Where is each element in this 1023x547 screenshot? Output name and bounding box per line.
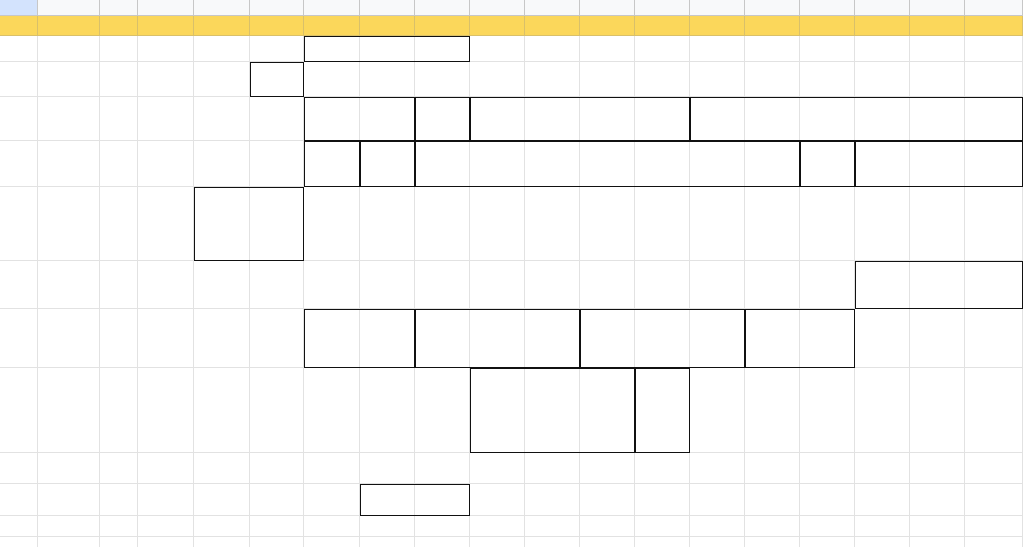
- cell-o-row-15[interactable]: [745, 368, 800, 453]
- cell-p-row-3[interactable]: [800, 62, 855, 97]
- cell-i-row-15[interactable]: [415, 368, 470, 453]
- cell-f-row-19[interactable]: [250, 484, 304, 516]
- cell-a-row-23[interactable]: [0, 537, 38, 547]
- cell-i-row-21[interactable]: [415, 516, 470, 537]
- cell-a-row-1[interactable]: [0, 36, 38, 62]
- cell-h-row-19[interactable]: [360, 484, 415, 516]
- cell-b-row-17[interactable]: [38, 453, 100, 484]
- cell-p-row-9[interactable]: [800, 187, 855, 261]
- header-cell-s[interactable]: [965, 16, 1023, 36]
- cell-m-row-5[interactable]: [635, 97, 690, 141]
- cell-p-row-11[interactable]: [800, 261, 855, 309]
- cell-p-row-17[interactable]: [800, 453, 855, 484]
- cell-f-row-9[interactable]: [250, 187, 304, 261]
- cell-h-row-9[interactable]: [360, 187, 415, 261]
- cell-b-row-5[interactable]: [38, 97, 100, 141]
- cell-m-row-17[interactable]: [635, 453, 690, 484]
- cell-g-row-5[interactable]: [304, 97, 360, 141]
- cell-p-row-7[interactable]: [800, 141, 855, 187]
- column-header-k[interactable]: [525, 0, 580, 16]
- cell-a-row-21[interactable]: [0, 516, 38, 537]
- cell-c-row-5[interactable]: [100, 97, 138, 141]
- cell-b-row-13[interactable]: [38, 309, 100, 368]
- cell-c-row-17[interactable]: [100, 453, 138, 484]
- header-cell-i[interactable]: [415, 16, 470, 36]
- cell-g-row-19[interactable]: [304, 484, 360, 516]
- cell-l-row-1[interactable]: [580, 36, 635, 62]
- cell-m-row-9[interactable]: [635, 187, 690, 261]
- cell-k-row-11[interactable]: [525, 261, 580, 309]
- cell-l-row-19[interactable]: [580, 484, 635, 516]
- cell-d-row-17[interactable]: [138, 453, 194, 484]
- cell-l-row-21[interactable]: [580, 516, 635, 537]
- cell-m-row-23[interactable]: [635, 537, 690, 547]
- cell-c-row-9[interactable]: [100, 187, 138, 261]
- cell-s-row-13[interactable]: [965, 309, 1023, 368]
- cell-m-row-21[interactable]: [635, 516, 690, 537]
- cell-d-row-5[interactable]: [138, 97, 194, 141]
- column-header-d[interactable]: [138, 0, 194, 16]
- cell-p-row-19[interactable]: [800, 484, 855, 516]
- cell-j-row-21[interactable]: [470, 516, 525, 537]
- cell-f-row-3[interactable]: [250, 62, 304, 97]
- cell-f-row-17[interactable]: [250, 453, 304, 484]
- cell-k-row-9[interactable]: [525, 187, 580, 261]
- cell-h-row-7[interactable]: [360, 141, 415, 187]
- column-header-m[interactable]: [635, 0, 690, 16]
- cell-n-row-11[interactable]: [690, 261, 745, 309]
- cell-j-row-17[interactable]: [470, 453, 525, 484]
- cell-h-row-23[interactable]: [360, 537, 415, 547]
- cell-a-row-7[interactable]: [0, 141, 38, 187]
- header-cell-k[interactable]: [525, 16, 580, 36]
- cell-j-row-15[interactable]: [470, 368, 525, 453]
- cell-c-row-11[interactable]: [100, 261, 138, 309]
- cell-g-row-21[interactable]: [304, 516, 360, 537]
- column-header-r[interactable]: [910, 0, 965, 16]
- cell-k-row-3[interactable]: [525, 62, 580, 97]
- cell-o-row-23[interactable]: [745, 537, 800, 547]
- cell-e-row-3[interactable]: [194, 62, 250, 97]
- cell-q-row-9[interactable]: [855, 187, 910, 261]
- cell-r-row-15[interactable]: [910, 368, 965, 453]
- cell-h-row-17[interactable]: [360, 453, 415, 484]
- cell-b-row-7[interactable]: [38, 141, 100, 187]
- header-cell-l[interactable]: [580, 16, 635, 36]
- cell-d-row-9[interactable]: [138, 187, 194, 261]
- cell-c-row-3[interactable]: [100, 62, 138, 97]
- cell-m-row-19[interactable]: [635, 484, 690, 516]
- cell-c-row-1[interactable]: [100, 36, 138, 62]
- cell-r-row-1[interactable]: [910, 36, 965, 62]
- cell-n-row-5[interactable]: [690, 97, 745, 141]
- cell-f-row-11[interactable]: [250, 261, 304, 309]
- cell-d-row-19[interactable]: [138, 484, 194, 516]
- cell-n-row-21[interactable]: [690, 516, 745, 537]
- cell-j-row-1[interactable]: [470, 36, 525, 62]
- cell-s-row-17[interactable]: [965, 453, 1023, 484]
- cell-s-row-21[interactable]: [965, 516, 1023, 537]
- cell-a-row-15[interactable]: [0, 368, 38, 453]
- cell-b-row-21[interactable]: [38, 516, 100, 537]
- cell-q-row-1[interactable]: [855, 36, 910, 62]
- cell-q-row-15[interactable]: [855, 368, 910, 453]
- column-header-i[interactable]: [415, 0, 470, 16]
- cell-q-row-23[interactable]: [855, 537, 910, 547]
- cell-a-row-13[interactable]: [0, 309, 38, 368]
- cell-b-row-11[interactable]: [38, 261, 100, 309]
- cell-r-row-19[interactable]: [910, 484, 965, 516]
- cell-l-row-7[interactable]: [580, 141, 635, 187]
- cell-c-row-21[interactable]: [100, 516, 138, 537]
- cell-e-row-7[interactable]: [194, 141, 250, 187]
- cell-i-row-17[interactable]: [415, 453, 470, 484]
- cell-h-row-1[interactable]: [360, 36, 415, 62]
- cell-q-row-3[interactable]: [855, 62, 910, 97]
- cell-e-row-19[interactable]: [194, 484, 250, 516]
- header-cell-q[interactable]: [855, 16, 910, 36]
- cell-d-row-13[interactable]: [138, 309, 194, 368]
- cell-m-row-3[interactable]: [635, 62, 690, 97]
- column-header-e[interactable]: [194, 0, 250, 16]
- cell-r-row-23[interactable]: [910, 537, 965, 547]
- cell-m-row-1[interactable]: [635, 36, 690, 62]
- cell-h-row-11[interactable]: [360, 261, 415, 309]
- cell-e-row-13[interactable]: [194, 309, 250, 368]
- cell-d-row-7[interactable]: [138, 141, 194, 187]
- column-header-c[interactable]: [100, 0, 138, 16]
- cell-j-row-11[interactable]: [470, 261, 525, 309]
- cell-i-row-13[interactable]: [415, 309, 470, 368]
- cell-s-row-7[interactable]: [965, 141, 1023, 187]
- cell-o-row-13[interactable]: [745, 309, 800, 368]
- cell-b-row-23[interactable]: [38, 537, 100, 547]
- cell-b-row-19[interactable]: [38, 484, 100, 516]
- column-header-j[interactable]: [470, 0, 525, 16]
- cell-b-row-3[interactable]: [38, 62, 100, 97]
- cell-n-row-13[interactable]: [690, 309, 745, 368]
- cell-f-row-7[interactable]: [250, 141, 304, 187]
- cell-e-row-1[interactable]: [194, 36, 250, 62]
- cell-f-row-21[interactable]: [250, 516, 304, 537]
- cell-s-row-15[interactable]: [965, 368, 1023, 453]
- cell-e-row-17[interactable]: [194, 453, 250, 484]
- cell-j-row-5[interactable]: [470, 97, 525, 141]
- header-cell-o[interactable]: [745, 16, 800, 36]
- cell-b-row-9[interactable]: [38, 187, 100, 261]
- cell-c-row-13[interactable]: [100, 309, 138, 368]
- cell-l-row-17[interactable]: [580, 453, 635, 484]
- cell-k-row-13[interactable]: [525, 309, 580, 368]
- cell-e-row-23[interactable]: [194, 537, 250, 547]
- cell-p-row-1[interactable]: [800, 36, 855, 62]
- cell-d-row-1[interactable]: [138, 36, 194, 62]
- cell-p-row-23[interactable]: [800, 537, 855, 547]
- cell-n-row-7[interactable]: [690, 141, 745, 187]
- cell-k-row-21[interactable]: [525, 516, 580, 537]
- column-header-h[interactable]: [360, 0, 415, 16]
- cell-a-row-5[interactable]: [0, 97, 38, 141]
- header-cell-m[interactable]: [635, 16, 690, 36]
- cell-m-row-15[interactable]: [635, 368, 690, 453]
- cell-g-row-17[interactable]: [304, 453, 360, 484]
- cell-r-row-9[interactable]: [910, 187, 965, 261]
- cell-n-row-23[interactable]: [690, 537, 745, 547]
- cell-a-row-17[interactable]: [0, 453, 38, 484]
- cell-p-row-21[interactable]: [800, 516, 855, 537]
- cell-f-row-13[interactable]: [250, 309, 304, 368]
- cell-a-row-9[interactable]: [0, 187, 38, 261]
- column-header-f[interactable]: [250, 0, 304, 16]
- cell-h-row-15[interactable]: [360, 368, 415, 453]
- header-cell-b[interactable]: [38, 16, 100, 36]
- header-cell-a[interactable]: [0, 16, 38, 36]
- cell-d-row-21[interactable]: [138, 516, 194, 537]
- cell-f-row-23[interactable]: [250, 537, 304, 547]
- cell-g-row-15[interactable]: [304, 368, 360, 453]
- cell-c-row-15[interactable]: [100, 368, 138, 453]
- cell-l-row-11[interactable]: [580, 261, 635, 309]
- cell-a-row-19[interactable]: [0, 484, 38, 516]
- cell-n-row-19[interactable]: [690, 484, 745, 516]
- cell-h-row-5[interactable]: [360, 97, 415, 141]
- cell-q-row-19[interactable]: [855, 484, 910, 516]
- header-cell-f[interactable]: [250, 16, 304, 36]
- cell-r-row-11[interactable]: [910, 261, 965, 309]
- cell-q-row-21[interactable]: [855, 516, 910, 537]
- cell-i-row-1[interactable]: [415, 36, 470, 62]
- cell-l-row-3[interactable]: [580, 62, 635, 97]
- cell-h-row-21[interactable]: [360, 516, 415, 537]
- cell-b-row-15[interactable]: [38, 368, 100, 453]
- cell-l-row-15[interactable]: [580, 368, 635, 453]
- cell-i-row-7[interactable]: [415, 141, 470, 187]
- cell-l-row-13[interactable]: [580, 309, 635, 368]
- cell-s-row-11[interactable]: [965, 261, 1023, 309]
- cell-p-row-15[interactable]: [800, 368, 855, 453]
- cell-s-row-3[interactable]: [965, 62, 1023, 97]
- cell-h-row-13[interactable]: [360, 309, 415, 368]
- cell-l-row-9[interactable]: [580, 187, 635, 261]
- column-header-n[interactable]: [690, 0, 745, 16]
- column-header-q[interactable]: [855, 0, 910, 16]
- cell-o-row-19[interactable]: [745, 484, 800, 516]
- cell-i-row-19[interactable]: [415, 484, 470, 516]
- cell-o-row-1[interactable]: [745, 36, 800, 62]
- cell-r-row-21[interactable]: [910, 516, 965, 537]
- header-cell-g[interactable]: [304, 16, 360, 36]
- cell-g-row-1[interactable]: [304, 36, 360, 62]
- cell-i-row-23[interactable]: [415, 537, 470, 547]
- header-cell-p[interactable]: [800, 16, 855, 36]
- cell-o-row-5[interactable]: [745, 97, 800, 141]
- cell-q-row-11[interactable]: [855, 261, 910, 309]
- cell-e-row-5[interactable]: [194, 97, 250, 141]
- cell-g-row-7[interactable]: [304, 141, 360, 187]
- cell-c-row-19[interactable]: [100, 484, 138, 516]
- cell-g-row-3[interactable]: [304, 62, 360, 97]
- header-cell-n[interactable]: [690, 16, 745, 36]
- cell-f-row-1[interactable]: [250, 36, 304, 62]
- header-cell-e[interactable]: [194, 16, 250, 36]
- cell-s-row-5[interactable]: [965, 97, 1023, 141]
- cell-k-row-7[interactable]: [525, 141, 580, 187]
- cell-q-row-5[interactable]: [855, 97, 910, 141]
- cell-l-row-23[interactable]: [580, 537, 635, 547]
- cell-b-row-1[interactable]: [38, 36, 100, 62]
- column-header-g[interactable]: [304, 0, 360, 16]
- header-cell-r[interactable]: [910, 16, 965, 36]
- cell-k-row-17[interactable]: [525, 453, 580, 484]
- cell-g-row-13[interactable]: [304, 309, 360, 368]
- cell-o-row-11[interactable]: [745, 261, 800, 309]
- cell-s-row-19[interactable]: [965, 484, 1023, 516]
- cell-d-row-23[interactable]: [138, 537, 194, 547]
- cell-q-row-17[interactable]: [855, 453, 910, 484]
- cell-r-row-17[interactable]: [910, 453, 965, 484]
- cell-n-row-1[interactable]: [690, 36, 745, 62]
- cell-o-row-3[interactable]: [745, 62, 800, 97]
- cell-n-row-15[interactable]: [690, 368, 745, 453]
- cell-s-row-9[interactable]: [965, 187, 1023, 261]
- cell-l-row-5[interactable]: [580, 97, 635, 141]
- cell-m-row-7[interactable]: [635, 141, 690, 187]
- header-cell-c[interactable]: [100, 16, 138, 36]
- cell-d-row-11[interactable]: [138, 261, 194, 309]
- cell-a-row-3[interactable]: [0, 62, 38, 97]
- cell-e-row-9[interactable]: [194, 187, 250, 261]
- cell-q-row-13[interactable]: [855, 309, 910, 368]
- cell-k-row-23[interactable]: [525, 537, 580, 547]
- cell-m-row-11[interactable]: [635, 261, 690, 309]
- cell-s-row-23[interactable]: [965, 537, 1023, 547]
- cell-o-row-7[interactable]: [745, 141, 800, 187]
- cell-m-row-13[interactable]: [635, 309, 690, 368]
- cell-f-row-5[interactable]: [250, 97, 304, 141]
- cell-d-row-15[interactable]: [138, 368, 194, 453]
- cell-r-row-13[interactable]: [910, 309, 965, 368]
- cell-n-row-17[interactable]: [690, 453, 745, 484]
- cell-f-row-15[interactable]: [250, 368, 304, 453]
- cell-a-row-11[interactable]: [0, 261, 38, 309]
- cell-k-row-5[interactable]: [525, 97, 580, 141]
- cell-r-row-3[interactable]: [910, 62, 965, 97]
- cell-n-row-9[interactable]: [690, 187, 745, 261]
- cell-g-row-11[interactable]: [304, 261, 360, 309]
- column-header-b[interactable]: [38, 0, 100, 16]
- header-cell-d[interactable]: [138, 16, 194, 36]
- cell-i-row-11[interactable]: [415, 261, 470, 309]
- cell-j-row-9[interactable]: [470, 187, 525, 261]
- cell-j-row-23[interactable]: [470, 537, 525, 547]
- cell-j-row-3[interactable]: [470, 62, 525, 97]
- cell-o-row-21[interactable]: [745, 516, 800, 537]
- cell-k-row-15[interactable]: [525, 368, 580, 453]
- cell-e-row-11[interactable]: [194, 261, 250, 309]
- cell-p-row-13[interactable]: [800, 309, 855, 368]
- cell-h-row-3[interactable]: [360, 62, 415, 97]
- cell-o-row-9[interactable]: [745, 187, 800, 261]
- cell-i-row-3[interactable]: [415, 62, 470, 97]
- cell-e-row-21[interactable]: [194, 516, 250, 537]
- cell-d-row-3[interactable]: [138, 62, 194, 97]
- column-header-s[interactable]: [965, 0, 1023, 16]
- cell-k-row-1[interactable]: [525, 36, 580, 62]
- cell-g-row-9[interactable]: [304, 187, 360, 261]
- cell-e-row-15[interactable]: [194, 368, 250, 453]
- cell-j-row-13[interactable]: [470, 309, 525, 368]
- cell-n-row-3[interactable]: [690, 62, 745, 97]
- header-cell-j[interactable]: [470, 16, 525, 36]
- cell-p-row-5[interactable]: [800, 97, 855, 141]
- cell-o-row-17[interactable]: [745, 453, 800, 484]
- cell-q-row-7[interactable]: [855, 141, 910, 187]
- column-header-a[interactable]: [0, 0, 38, 16]
- cell-j-row-19[interactable]: [470, 484, 525, 516]
- cell-s-row-1[interactable]: [965, 36, 1023, 62]
- cell-k-row-19[interactable]: [525, 484, 580, 516]
- cell-c-row-23[interactable]: [100, 537, 138, 547]
- cell-r-row-5[interactable]: [910, 97, 965, 141]
- column-header-p[interactable]: [800, 0, 855, 16]
- cell-i-row-5[interactable]: [415, 97, 470, 141]
- cell-c-row-7[interactable]: [100, 141, 138, 187]
- column-header-l[interactable]: [580, 0, 635, 16]
- cell-r-row-7[interactable]: [910, 141, 965, 187]
- cell-j-row-7[interactable]: [470, 141, 525, 187]
- column-header-o[interactable]: [745, 0, 800, 16]
- header-cell-h[interactable]: [360, 16, 415, 36]
- cell-g-row-23[interactable]: [304, 537, 360, 547]
- cell-i-row-9[interactable]: [415, 187, 470, 261]
